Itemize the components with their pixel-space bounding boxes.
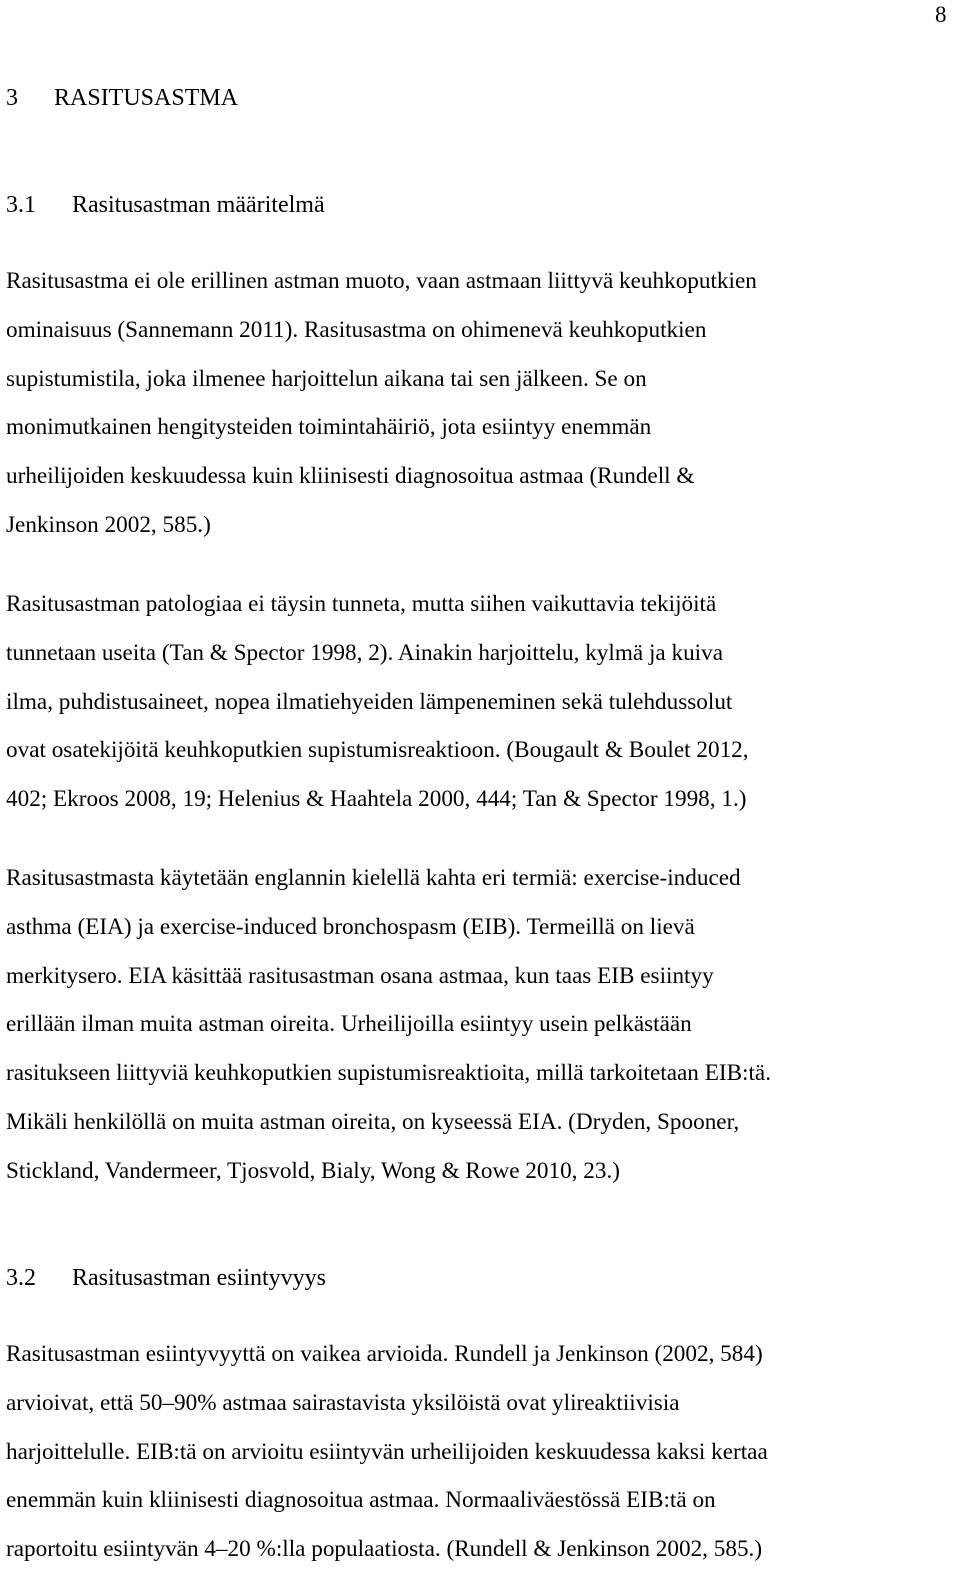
- section-number: 3.1: [6, 192, 36, 218]
- text-line: Mikäli henkilöllä on muita astman oireita, on kyseessä EIA. (Dryden, Spooner,: [6, 1108, 740, 1135]
- paragraph-terminology: [6, 854, 956, 1196]
- text-line: urheilijoiden keskuudessa kuin kliinisesti diagnosoitua astmaa (Rundell &: [6, 463, 695, 490]
- text-line: Rasitusastmasta käytetään englannin kielellä kahta eri termiä: exercise-induced: [6, 865, 741, 891]
- text-line: merkitysero. EIA käsittää rasitusastman osana astmaa, kun taas EIB esiintyy: [6, 962, 714, 989]
- text-line: monimutkainen hengitysteiden toimintahäiriö, jota esiintyy enemmän: [6, 414, 652, 441]
- section-number: 3.2: [6, 1265, 36, 1291]
- chapter-title: RASITUSASTMA: [54, 85, 239, 111]
- text-line: erillään ilman muita astman oireita. Urheilijoilla esiintyy usein pelkästään: [6, 1011, 692, 1038]
- chapter-number: 3: [6, 85, 18, 111]
- section-title: Rasitusastman määritelmä: [72, 192, 325, 218]
- text-line: Rasitusastman patologiaa ei täysin tunneta, mutta siihen vaikuttavia tekijöitä: [6, 591, 717, 617]
- text-line: arvioivat, että 50–90% astmaa sairastavista yksilöistä ovat ylireaktiivisia: [6, 1389, 680, 1416]
- text-line: ominaisuus (Sannemann 2011). Rasitusastma on ohimenevä keuhkoputkien: [6, 316, 707, 343]
- text-line: Rasitusastman esiintyvyyttä on vaikea arvioida. Rundell ja Jenkinson (2002, 584): [6, 1341, 763, 1367]
- section-title: Rasitusastman esiintyvyys: [72, 1265, 326, 1291]
- chapter-heading: [6, 84, 238, 112]
- text-line: asthma (EIA) ja exercise-induced bronchospasm (EIB). Termeillä on lievä: [6, 913, 695, 940]
- paragraph-prevalence: [6, 1330, 956, 1574]
- text-line: Rasitusastma ei ole erillinen astman muoto, vaan astmaan liittyvä keuhkoputkien: [6, 268, 757, 294]
- text-line: raportoitu esiintyvän 4–20 %:lla populaatiosta. (Rundell & Jenkinson 2002, 585.): [6, 1536, 763, 1563]
- paragraph-definition: [6, 257, 956, 550]
- text-line: tunnetaan useita (Tan & Spector 1998, 2). Ainakin harjoittelu, kylmä ja kuiva: [6, 639, 724, 666]
- page-number: 8: [935, 2, 947, 27]
- text-line: supistumistila, joka ilmenee harjoittelun aikana tai sen jälkeen. Se on: [6, 365, 647, 392]
- text-line: 402; Ekroos 2008, 19; Helenius & Haahtela 2000, 444; Tan & Spector 1998, 1.): [6, 786, 747, 813]
- text-line: ilma, puhdistusaineet, nopea ilmatiehyeiden lämpeneminen sekä tulehdussolut: [6, 688, 733, 715]
- text-line: harjoittelulle. EIB:tä on arvioitu esiintyvän urheilijoiden keskuudessa kaksi kertaa: [6, 1438, 768, 1465]
- text-line: Jenkinson 2002, 585.): [6, 511, 211, 538]
- text-line: rasitukseen liittyviä keuhkoputkien supistumisreaktioita, millä tarkoitetaan EIB:tä.: [6, 1060, 772, 1087]
- text-line: Stickland, Vandermeer, Tjosvold, Bialy, Wong & Rowe 2010, 23.): [6, 1157, 620, 1184]
- text-line: ovat osatekijöitä keuhkoputkien supistumisreaktioon. (Bougault & Boulet 2012,: [6, 737, 749, 764]
- paragraph-pathology: [6, 580, 956, 824]
- section-heading-3-2: [6, 1264, 326, 1292]
- text-line: enemmän kuin kliinisesti diagnosoitua astmaa. Normaaliväestössä EIB:tä on: [6, 1487, 716, 1514]
- section-heading-3-1: [6, 191, 325, 219]
